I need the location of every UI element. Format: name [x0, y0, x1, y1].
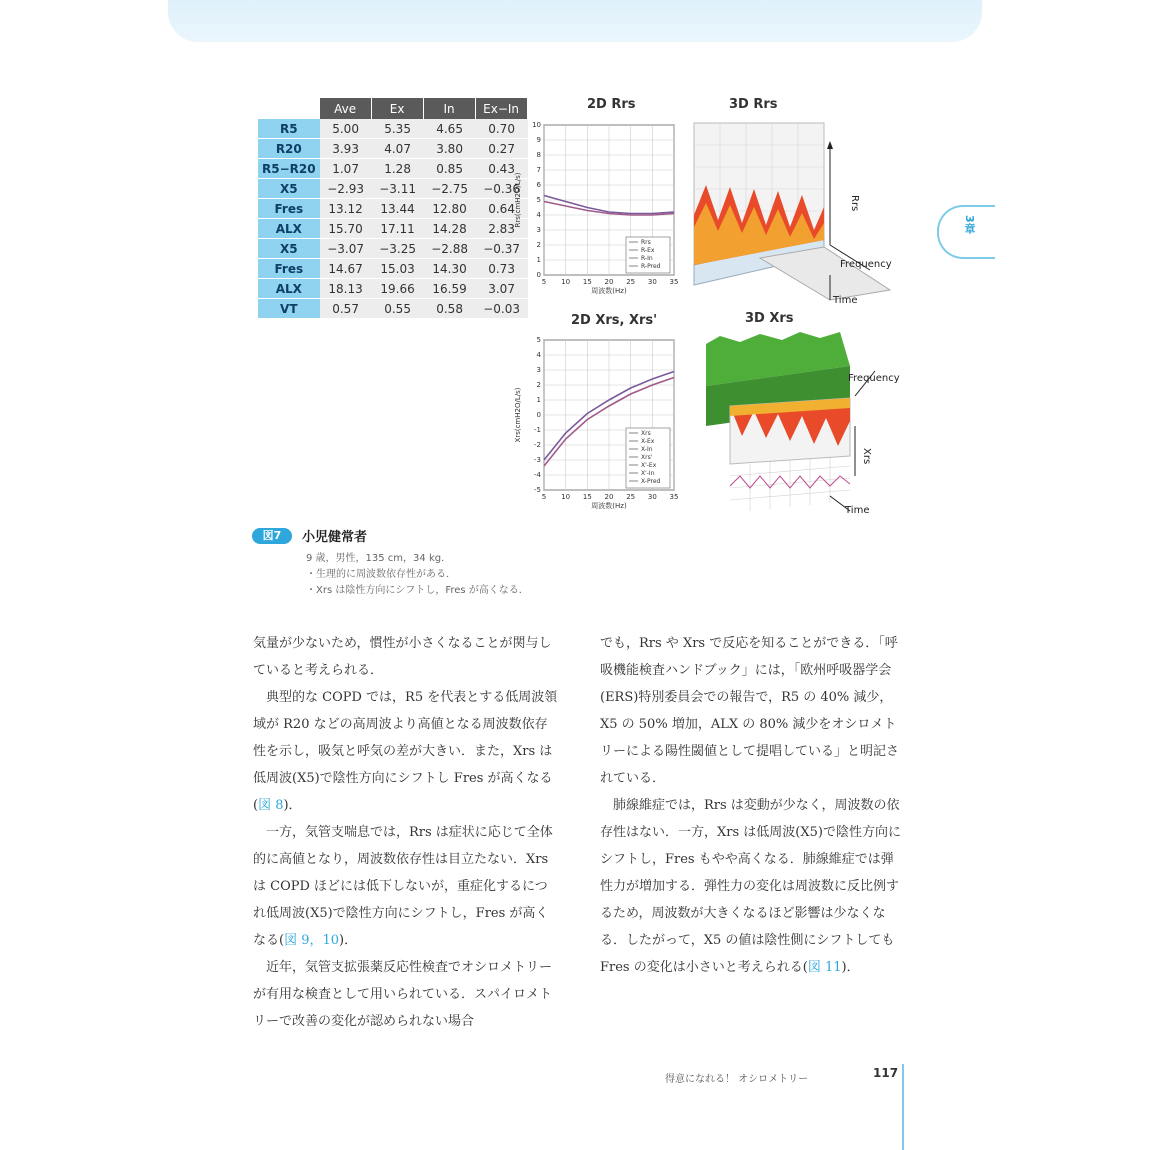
3d-rrs-label-time: Time [833, 295, 858, 306]
table-row [258, 259, 528, 279]
y-tick-label: 0 [536, 411, 541, 419]
legend-label: X-In [641, 446, 653, 453]
table-cell: 0.27 [476, 139, 528, 159]
y-tick-label: 2 [536, 381, 541, 389]
chart-3d-rrs [690, 115, 905, 310]
table-cell: −2.75 [424, 179, 476, 199]
3d-rrs-label-rrs: Rrs [849, 195, 860, 212]
x-tick-label: 10 [561, 278, 571, 286]
x-tick-label: 35 [669, 493, 679, 501]
table-header-cell: Ave [320, 98, 372, 119]
table-cell: 1.07 [320, 159, 372, 179]
x-axis-label: 周波数(Hz) [591, 502, 627, 510]
table-cell: 19.66 [372, 279, 424, 299]
caption-line: ・生理的に周波数依存性がある． [306, 569, 456, 580]
table-row-header: Fres [258, 199, 320, 219]
paragraph [253, 630, 558, 684]
table-row [258, 159, 528, 179]
paragraph-text: )． [283, 798, 302, 813]
table-header-cell [258, 98, 320, 119]
caption-line: 9 歳，男性，135 cm，34 kg． [306, 553, 452, 564]
figure-reference-link[interactable]: 図 8 [258, 798, 284, 813]
body-column-left [253, 630, 558, 1035]
legend-label: Xrs [641, 430, 651, 437]
chart-title-2d-rrs: 2D Rrs [587, 97, 636, 112]
3d-rrs-base [760, 247, 890, 300]
x-axis-label: 周波数(Hz) [591, 287, 627, 295]
paragraph-text: 肺線維症では，Rrs は変動が少なく，周波数の依存性はない．一方，Xrs は低周波(X5)で陰性方向にシフトし，Fres もやや高くなる．肺線維症では弾性力が増加する．弾性力の変化は周波数に反比例するため，周波数が大きくなるほど影響は少なくなる．したがって，X5 の値は陰性側にシフトしても Fres の変化は小さいと考えられる( [600, 798, 901, 975]
table-cell: 0.85 [424, 159, 476, 179]
table-cell: −2.93 [320, 179, 372, 199]
x-tick-label: 35 [669, 278, 679, 286]
y-tick-label: -1 [534, 426, 541, 434]
table-row-header: X5 [258, 179, 320, 199]
paragraph-text: )． [339, 933, 358, 948]
y-tick-label: 7 [536, 166, 541, 174]
table-row-header: ALX [258, 279, 320, 299]
paragraph [253, 819, 558, 954]
x-tick-label: 30 [647, 278, 657, 286]
chart-title-3d-rrs: 3D Rrs [729, 97, 778, 112]
page-number: 117 [873, 1066, 899, 1080]
table-cell: −0.37 [476, 239, 528, 259]
table-cell: 17.11 [372, 219, 424, 239]
legend-label: X-Pred [641, 478, 661, 485]
header-band [168, 0, 982, 42]
oscillometry-table [258, 98, 528, 319]
x-tick-label: 20 [604, 493, 614, 501]
table-row-header: R5 [258, 119, 320, 139]
paragraph-text: 一方，気管支喘息では，Rrs は症状に応じて全体的に高値となり，周波数依存性は目立たない．Xrs は COPD ほどには低下しないが，重症化するにつれ低周波(X5)で陰性方向にシフトし，Fres が高くなる( [253, 825, 553, 948]
table-cell: 0.70 [476, 119, 528, 139]
chart-2d-xrs [510, 330, 682, 522]
table-cell: −3.07 [320, 239, 372, 259]
legend-label: R-Pred [641, 263, 661, 270]
table-row-header: ALX [258, 219, 320, 239]
y-tick-label: 3 [536, 366, 541, 374]
paragraph-text: でも，Rrs や Xrs で反応を知ることができる．「呼吸機能検査ハンドブック」には，「欧州呼吸器学会(ERS)特別委員会での報告で，R5 の 40% 減少，X5 の 50% 増加，ALX の 80% 減少をオシロメトリーによる陽性閾値として提唱している」と明記されている． [600, 636, 900, 786]
y-tick-label: -5 [534, 486, 541, 494]
figure-caption [306, 551, 529, 599]
x-tick-label: 20 [604, 278, 614, 286]
3d-rrs-label-frequency: Frequency [840, 259, 892, 270]
table-header-cell: Ex−In [476, 98, 528, 119]
table-row-header: R20 [258, 139, 320, 159]
table-cell: 3.80 [424, 139, 476, 159]
paragraph-text: 気量が少ないため，慣性が小さくなることが関与していると考えられる． [253, 636, 552, 678]
table-cell: 15.03 [372, 259, 424, 279]
table-cell: 13.44 [372, 199, 424, 219]
x-tick-label: 25 [626, 278, 636, 286]
chart-3d-xrs [700, 326, 905, 521]
table-row-header: X5 [258, 239, 320, 259]
y-tick-label: 5 [536, 336, 541, 344]
legend-label: X'-Ex [641, 462, 657, 469]
table-cell: 3.93 [320, 139, 372, 159]
x-tick-label: 25 [626, 493, 636, 501]
y-tick-label: 0 [536, 271, 541, 279]
y-tick-label: 1 [536, 396, 541, 404]
table-header-cell: In [424, 98, 476, 119]
table-cell: 0.64 [476, 199, 528, 219]
table-row-header: R5−R20 [258, 159, 320, 179]
table-cell: 0.58 [424, 299, 476, 319]
table-cell: 5.00 [320, 119, 372, 139]
table-cell: −0.36 [476, 179, 528, 199]
table-row [258, 299, 528, 319]
table-row [258, 179, 528, 199]
table-cell: 4.65 [424, 119, 476, 139]
figure-reference-link[interactable]: 図 11 [807, 960, 842, 975]
table-cell: −3.25 [372, 239, 424, 259]
y-tick-label: 4 [536, 351, 541, 359]
y-axis-label: Xrs(cmH2O/L/s) [514, 387, 522, 443]
legend-label: X-Ex [641, 438, 655, 445]
x-tick-label: 5 [541, 278, 547, 286]
table-cell: −3.11 [372, 179, 424, 199]
table-cell: 16.59 [424, 279, 476, 299]
x-tick-label: 15 [582, 278, 592, 286]
paragraph [253, 684, 558, 819]
y-tick-label: -4 [534, 471, 541, 479]
paragraph-text: 近年，気管支拡張薬反応性検査でオシロメトリーが有用な検査として用いられている．スパイロメトリーで改善の変化が認められない場合 [253, 960, 553, 1029]
table-header-row [258, 98, 528, 119]
table-cell: 13.12 [320, 199, 372, 219]
table-cell: 14.28 [424, 219, 476, 239]
paragraph-text: 典型的な COPD では，R5 を代表とする低周波領域が R20 などの高周波より高値となる周波数依存性を示し，吸気と呼気の差が大きい．また，Xrs は低周波(X5)で陰性方向にシフトし Fres が高くなる( [253, 690, 558, 813]
table-cell: 4.07 [372, 139, 424, 159]
x-tick-label: 30 [647, 493, 657, 501]
table-header-cell: Ex [372, 98, 424, 119]
table-cell: −0.03 [476, 299, 528, 319]
y-tick-label: 9 [536, 136, 541, 144]
table-cell: 3.07 [476, 279, 528, 299]
3d-xrs-label-time: Time [845, 505, 870, 516]
x-tick-label: 15 [582, 493, 592, 501]
table-row-header: Fres [258, 259, 320, 279]
y-tick-label: 3 [536, 226, 541, 234]
paragraph [600, 792, 905, 981]
chart-title-2d-xrs: 2D Xrs, Xrs' [571, 313, 658, 328]
y-tick-label: 1 [536, 256, 541, 264]
legend-label: R-In [641, 255, 653, 262]
table-cell: 5.35 [372, 119, 424, 139]
chart-title-3d-xrs: 3D Xrs [745, 311, 794, 326]
x-tick-label: 10 [561, 493, 571, 501]
table-row [258, 279, 528, 299]
table-cell: 0.73 [476, 259, 528, 279]
y-tick-label: 6 [536, 181, 541, 189]
x-tick-label: 5 [541, 493, 547, 501]
y-tick-label: 5 [536, 196, 541, 204]
body-column-right [600, 630, 905, 981]
table-cell: 12.80 [424, 199, 476, 219]
legend-label: R-Ex [641, 247, 655, 254]
table-row [258, 219, 528, 239]
y-tick-label: 8 [536, 151, 541, 159]
table-row [258, 199, 528, 219]
y-axis-label: Rrs(cmH2O/L/s) [514, 172, 522, 228]
table-cell: 0.57 [320, 299, 372, 319]
chart-2d-rrs [510, 115, 682, 307]
legend-label: X'-In [641, 470, 655, 477]
3d-xrs-label-frequency: Frequency [848, 373, 900, 384]
table-row [258, 119, 528, 139]
figure-badge: 図7 [252, 528, 292, 544]
table-cell: 1.28 [372, 159, 424, 179]
y-tick-label: 10 [532, 121, 541, 129]
y-tick-label: -3 [534, 456, 541, 464]
table-cell: 0.43 [476, 159, 528, 179]
running-footer: 得意になれる！ オシロメトリー [665, 1074, 809, 1085]
y-tick-label: 2 [536, 241, 541, 249]
table-cell: 14.67 [320, 259, 372, 279]
3d-xrs-label-xrs: Xrs [861, 448, 872, 465]
footer-bar [902, 1064, 904, 1150]
caption-line: ・Xrs は陰性方向にシフトし，Fres が高くなる． [306, 585, 529, 596]
paragraph [600, 630, 905, 792]
table-cell: 18.13 [320, 279, 372, 299]
table-row [258, 139, 528, 159]
figure-title: 小児健常者 [302, 530, 368, 545]
table-cell: 14.30 [424, 259, 476, 279]
paragraph-text: )． [841, 960, 860, 975]
legend-label: Rrs [641, 239, 651, 246]
table-cell: −2.88 [424, 239, 476, 259]
y-tick-label: -2 [534, 441, 541, 449]
table-cell: 2.83 [476, 219, 528, 239]
table-row [258, 239, 528, 259]
paragraph [253, 954, 558, 1035]
table-cell: 15.70 [320, 219, 372, 239]
table-cell: 0.55 [372, 299, 424, 319]
table-row-header: VT [258, 299, 320, 319]
y-tick-label: 4 [536, 211, 541, 219]
legend-label: Xrs' [641, 454, 653, 461]
figure-reference-link[interactable]: 図 9，10 [284, 933, 340, 948]
chapter-tab [937, 205, 995, 259]
chapter-tab-label: 3章 [963, 215, 976, 234]
